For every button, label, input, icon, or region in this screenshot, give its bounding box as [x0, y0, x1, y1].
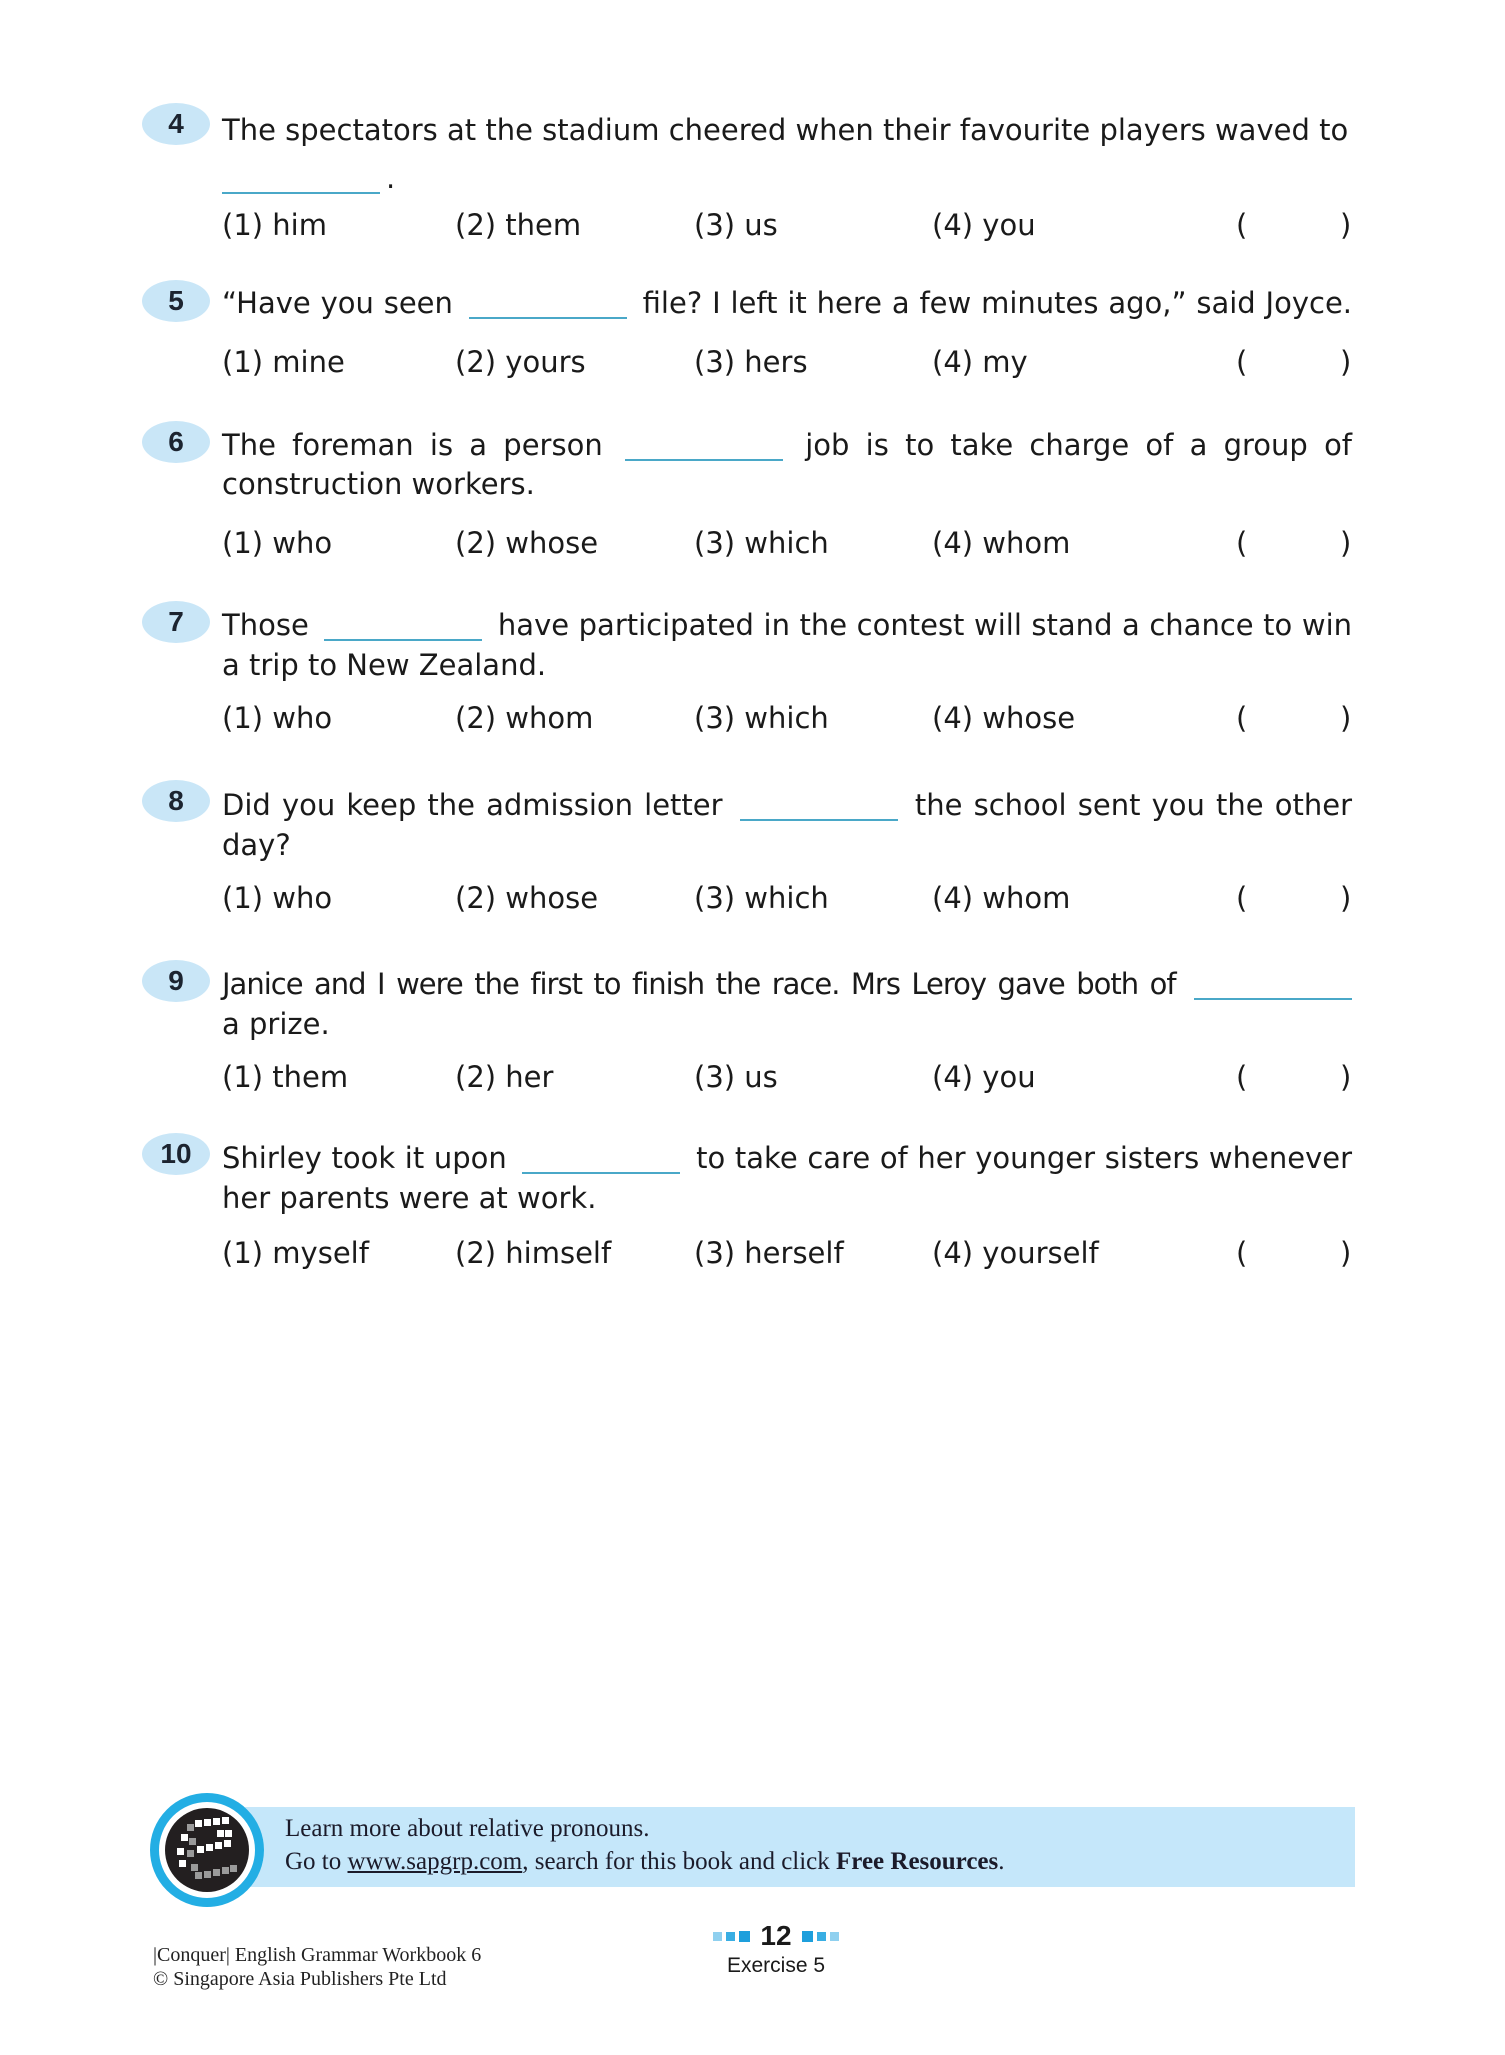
option-4[interactable]: (4) yourself: [932, 1236, 1099, 1270]
banner-line-1: Learn more about relative pronouns.: [285, 1815, 650, 1842]
option-4[interactable]: (4) you: [932, 1060, 1036, 1094]
answer-bracket-close[interactable]: ): [1340, 881, 1352, 915]
question-text: to take care of her younger sisters whenever: [696, 1141, 1352, 1175]
question-text-line2: [222, 158, 1352, 198]
question-text-line2: construction workers.: [222, 467, 535, 501]
question-text: the school sent you the other: [914, 788, 1353, 822]
banner-text: Go to: [285, 1848, 348, 1875]
question-text-line1: [222, 1138, 1352, 1178]
answer-blank[interactable]: [469, 317, 627, 319]
question-text-line1: [222, 425, 1352, 465]
qr-code-icon: [150, 1793, 264, 1907]
answer-blank[interactable]: [740, 819, 898, 821]
answer-blank[interactable]: [222, 192, 380, 194]
pixel-pattern-icon: [165, 1808, 249, 1892]
option-4[interactable]: (4) my: [932, 345, 1028, 379]
question-text: Those: [222, 608, 309, 642]
website-link[interactable]: www.sapgrp.com: [347, 1848, 523, 1875]
option-4[interactable]: (4) you: [932, 208, 1036, 242]
question-text-line2: her parents were at work.: [222, 1181, 597, 1215]
option-1[interactable]: (1) mine: [222, 345, 345, 379]
option-1[interactable]: (1) who: [222, 881, 333, 915]
answer-blank[interactable]: [625, 459, 783, 461]
question-number-badge: 7: [142, 601, 210, 643]
question-text: Janice and I were the first to finish the race. Mrs Leroy gave both of: [222, 967, 1176, 1001]
option-2[interactable]: (2) her: [455, 1060, 554, 1094]
decor-square-icon: [830, 1932, 839, 1941]
question-text-line2: a trip to New Zealand.: [222, 648, 547, 682]
option-3[interactable]: (3) herself: [694, 1236, 844, 1270]
option-3[interactable]: (3) hers: [694, 345, 808, 379]
answer-bracket-open[interactable]: (: [1236, 881, 1248, 915]
option-2[interactable]: (2) them: [455, 208, 582, 242]
question-number-badge: 5: [142, 280, 210, 322]
question-text: Shirley took it upon: [222, 1141, 507, 1175]
option-1[interactable]: (1) who: [222, 526, 333, 560]
question-text-line1: [222, 283, 1352, 323]
answer-bracket-close[interactable]: ): [1340, 701, 1352, 735]
decor-square-icon: [726, 1932, 735, 1941]
decor-square-icon: [739, 1931, 750, 1942]
answer-bracket-close[interactable]: ): [1340, 208, 1352, 242]
option-1[interactable]: (1) him: [222, 208, 327, 242]
question-text: have participated in the contest will stand a chance to win: [497, 608, 1353, 642]
decor-square-icon: [713, 1932, 722, 1941]
answer-blank[interactable]: [522, 1172, 680, 1174]
question-text: “Have you seen: [222, 286, 453, 320]
question-text: Did you keep the admission letter: [222, 788, 723, 822]
option-4[interactable]: (4) whom: [932, 881, 1071, 915]
answer-bracket-close[interactable]: ): [1340, 526, 1352, 560]
answer-bracket-close[interactable]: ): [1340, 1060, 1352, 1094]
option-1[interactable]: (1) them: [222, 1060, 349, 1094]
option-2[interactable]: (2) whose: [455, 881, 599, 915]
page-number-value: 12: [760, 1920, 792, 1951]
book-title: |Conquer| English Grammar Workbook 6: [153, 1944, 482, 1966]
answer-bracket-open[interactable]: (: [1236, 526, 1248, 560]
question-text-line2: a prize.: [222, 1007, 330, 1041]
answer-bracket-open[interactable]: (: [1236, 701, 1248, 735]
question-text-line1: [222, 785, 1352, 825]
copyright: © Singapore Asia Publishers Pte Ltd: [153, 1968, 447, 1990]
answer-bracket-open[interactable]: (: [1236, 1060, 1248, 1094]
answer-bracket-close[interactable]: ): [1340, 345, 1352, 379]
question-number-badge: 10: [142, 1133, 210, 1175]
question-number-badge: 4: [142, 103, 210, 145]
page-number: [686, 1920, 866, 1952]
option-2[interactable]: (2) whom: [455, 701, 594, 735]
question-number-badge: 6: [142, 421, 210, 463]
banner-text: .: [998, 1848, 1005, 1875]
option-4[interactable]: (4) whom: [932, 526, 1071, 560]
banner-line-2: [285, 1848, 1005, 1876]
answer-bracket-close[interactable]: ): [1340, 1236, 1352, 1270]
option-3[interactable]: (3) which: [694, 881, 829, 915]
question-text: The foreman is a person: [222, 428, 603, 462]
answer-bracket-open[interactable]: (: [1236, 208, 1248, 242]
option-3[interactable]: (3) us: [694, 208, 778, 242]
decor-square-icon: [817, 1932, 826, 1941]
answer-blank[interactable]: [324, 639, 482, 641]
option-2[interactable]: (2) himself: [455, 1236, 612, 1270]
decor-square-icon: [802, 1931, 813, 1942]
option-1[interactable]: (1) myself: [222, 1236, 369, 1270]
question-text-line1: [222, 110, 1352, 150]
question-text-line1: [222, 605, 1352, 645]
question-text: job is to take charge of a group of: [805, 428, 1353, 462]
banner-text: , search for this book and click: [522, 1848, 837, 1875]
icon-disc: [165, 1808, 249, 1892]
question-text: The spectators at the stadium cheered when their favourite players waved to: [222, 113, 1349, 147]
answer-bracket-open[interactable]: (: [1236, 1236, 1248, 1270]
option-2[interactable]: (2) whose: [455, 526, 599, 560]
question-text: .: [386, 161, 396, 195]
answer-blank[interactable]: [1194, 998, 1352, 1000]
answer-bracket-open[interactable]: (: [1236, 345, 1248, 379]
question-text-line1: [222, 964, 1352, 1004]
question-text: file? I left it here a few minutes ago,” said Joyce.: [642, 286, 1353, 320]
option-3[interactable]: (3) which: [694, 701, 829, 735]
free-resources-label: Free Resources: [836, 1848, 999, 1875]
question-text-line2: day?: [222, 828, 291, 862]
option-1[interactable]: (1) who: [222, 701, 333, 735]
option-3[interactable]: (3) us: [694, 1060, 778, 1094]
question-number-badge: 8: [142, 780, 210, 822]
option-2[interactable]: (2) yours: [455, 345, 586, 379]
question-number-badge: 9: [142, 960, 210, 1002]
exercise-label: Exercise 5: [726, 1954, 826, 1977]
option-3[interactable]: (3) which: [694, 526, 829, 560]
option-4[interactable]: (4) whose: [932, 701, 1076, 735]
